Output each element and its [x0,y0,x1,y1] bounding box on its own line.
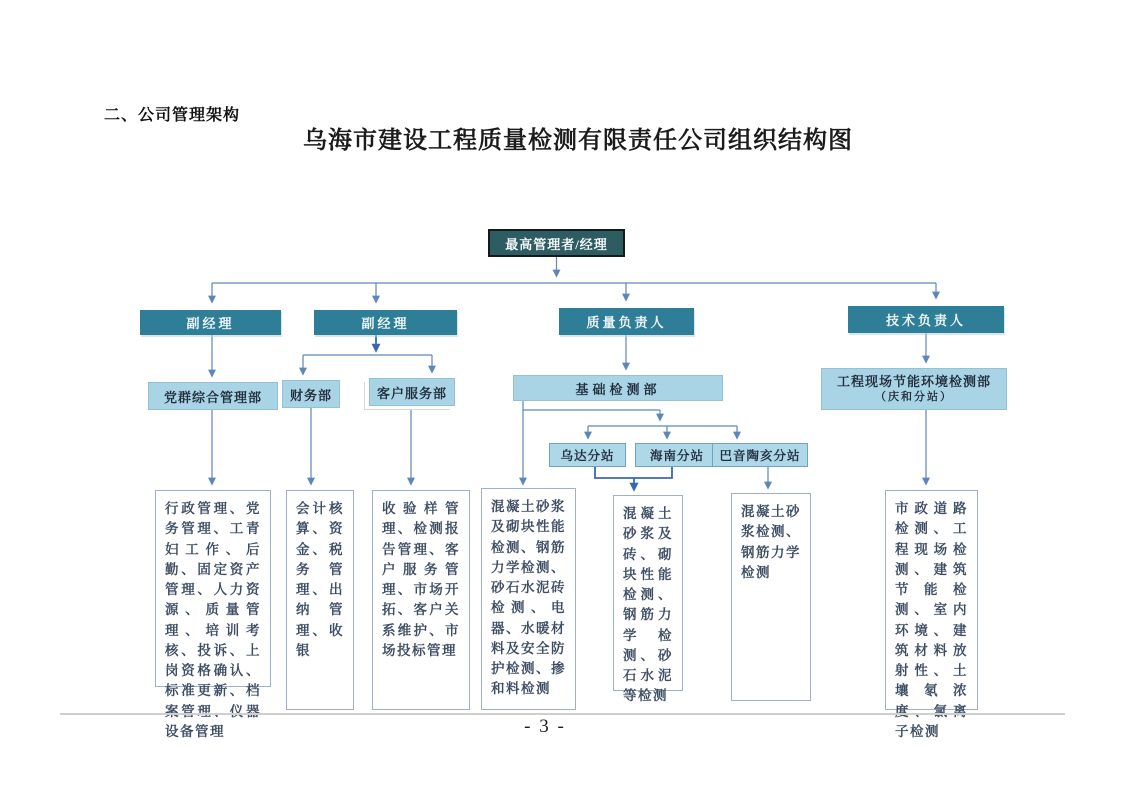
org-node-site-energy-env-dept [821,368,1007,410]
org-node-technical-director: 技术负责人 [848,306,1004,333]
org-node-finance-dept: 财务部 [282,380,340,408]
org-node-quality-director: 质量负责人 [559,308,694,335]
org-node-site-energy-env-dept-sublabel: （庆和分站） [875,391,953,404]
section-heading: 二、公司管理架构 [104,107,241,124]
org-node-party-mass-admin-dept: 党群综合管理部 [148,382,278,410]
org-node-basic-testing-dept: 基础检测部 [513,375,723,401]
detail-box-customer-service-duties: 收验样管理、检测报告管理、客户服务管理、市场开拓、客户关系维护、市场投标管理 [372,490,470,710]
org-node-site-energy-env-dept-label: 工程现场节能环境检测部 [836,373,991,389]
detail-box-wuda-hainan-duties: 混凝土砂浆及砖、砌块性能检测、钢筋力学检测、砂石水泥等检测 [613,495,683,691]
org-chart-title: 乌海市建设工程质量检测有限责任公司组织结构图 [303,127,853,154]
org-node-customer-service-dept: 客户服务部 [369,378,455,406]
detail-box-bayintaohai-duties: 混凝土砂浆检测、钢筋力学检测 [731,493,811,701]
org-node-bayintaohai-branch: 巴音陶亥分站 [712,443,808,467]
detail-box-basic-testing-duties: 混凝土砂浆及砌块性能检测、钢筋力学检测、砂石水泥砖检测、电器、水暖材料及安全防护检测、掺和料检测 [481,488,576,710]
org-node-deputy-manager-2: 副经理 [314,310,457,335]
footer-divider [60,713,1065,715]
org-node-hainan-branch: 海南分站 [635,443,719,467]
org-node-wuda-branch: 乌达分站 [549,443,626,467]
detail-box-admin-duties: 行政管理、党务管理、工青妇工作、后勤、固定资产管理、人力资源、质量管理、培训考核、投诉、上岗资格确认、标准更新、档案管理、仪器设备管理 [155,490,271,687]
org-node-deputy-manager-1: 副经理 [140,310,281,335]
detail-box-finance-duties: 会计核算、资金、税务管理、出纳管理、收银 [286,490,354,710]
org-node-top-manager: 最高管理者/经理 [488,229,625,257]
detail-box-site-env-duties: 市政道路检测、工程现场检测、建筑节能检测、室内环境、建筑材料放射性、土壤氡浓度、氯离子检测 [885,490,978,710]
page-number: - 3 - [524,716,566,737]
